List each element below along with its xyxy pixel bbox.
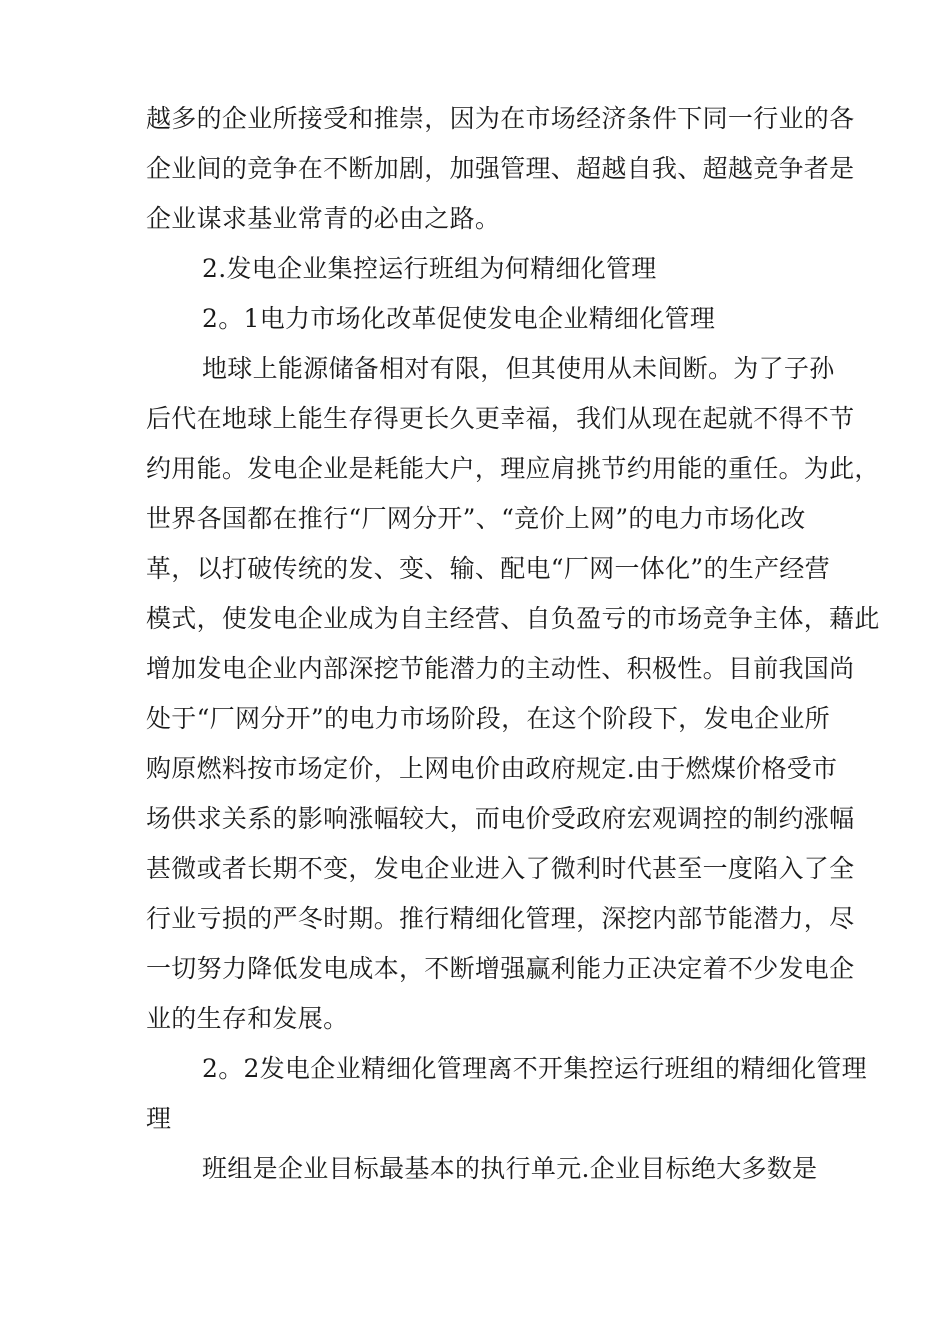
text-line: 企业间的竞争在不断加剧，加强管理、超越自我、超越竞争者是 bbox=[146, 154, 855, 183]
text-line: 场供求关系的影响涨幅较大，而电价受政府宏观调控的制约涨幅 bbox=[146, 804, 855, 833]
section-heading: 2.发电企业集控运行班组为何精细化管理 bbox=[202, 254, 657, 283]
text-line: 购原燃料按市场定价，上网电价由政府规定.由于燃煤价格受市 bbox=[146, 754, 838, 783]
text-line: 处于“厂网分开”的电力市场阶段，在这个阶段下，发电企业所 bbox=[146, 704, 830, 733]
text-line: 甚微或者长期不变，发电企业进入了微利时代甚至一度陷入了全 bbox=[146, 854, 855, 883]
text-line: 约用能。发电企业是耗能大户，理应肩挑节约用能的重任。为此， bbox=[146, 454, 880, 483]
text-line: 一切努力降低发电成本，不断增强赢利能力正决定着不少发电企 bbox=[146, 954, 855, 983]
text-line: 模式，使发电企业成为自主经营、自负盈亏的市场竞争主体，藉此 bbox=[146, 604, 880, 633]
text-line: 增加发电企业内部深挖节能潜力的主动性、积极性。目前我国尚 bbox=[146, 654, 855, 683]
text-line: 业的生存和发展。 bbox=[146, 1004, 349, 1033]
text-line: 地球上能源储备相对有限，但其使用从未间断。为了子孙 bbox=[202, 354, 835, 383]
text-line: 世界各国都在推行“厂网分开”、“竞价上网”的电力市场化改 bbox=[146, 504, 806, 533]
subsection-heading: 2。2发电企业精细化管理离不开集控运行班组的精细化管理 bbox=[202, 1054, 867, 1083]
text-line: 革，以打破传统的发、变、输、配电“厂网一体化”的生产经营 bbox=[146, 554, 830, 583]
text-line: 后代在地球上能生存得更长久更幸福，我们从现在起就不得不节 bbox=[146, 404, 855, 433]
subsection-heading-continued: 理 bbox=[146, 1104, 172, 1133]
text-line: 行业亏损的严冬时期。推行精细化管理，深挖内部节能潜力，尽 bbox=[146, 904, 855, 933]
text-line: 班组是企业目标最基本的执行单元.企业目标绝大多数是 bbox=[202, 1154, 818, 1183]
subsection-heading: 2。1电力市场化改革促使发电企业精细化管理 bbox=[202, 304, 716, 333]
text-line: 越多的企业所接受和推崇，因为在市场经济条件下同一行业的各 bbox=[146, 104, 855, 133]
text-line: 企业谋求基业常青的必由之路。 bbox=[146, 204, 501, 233]
